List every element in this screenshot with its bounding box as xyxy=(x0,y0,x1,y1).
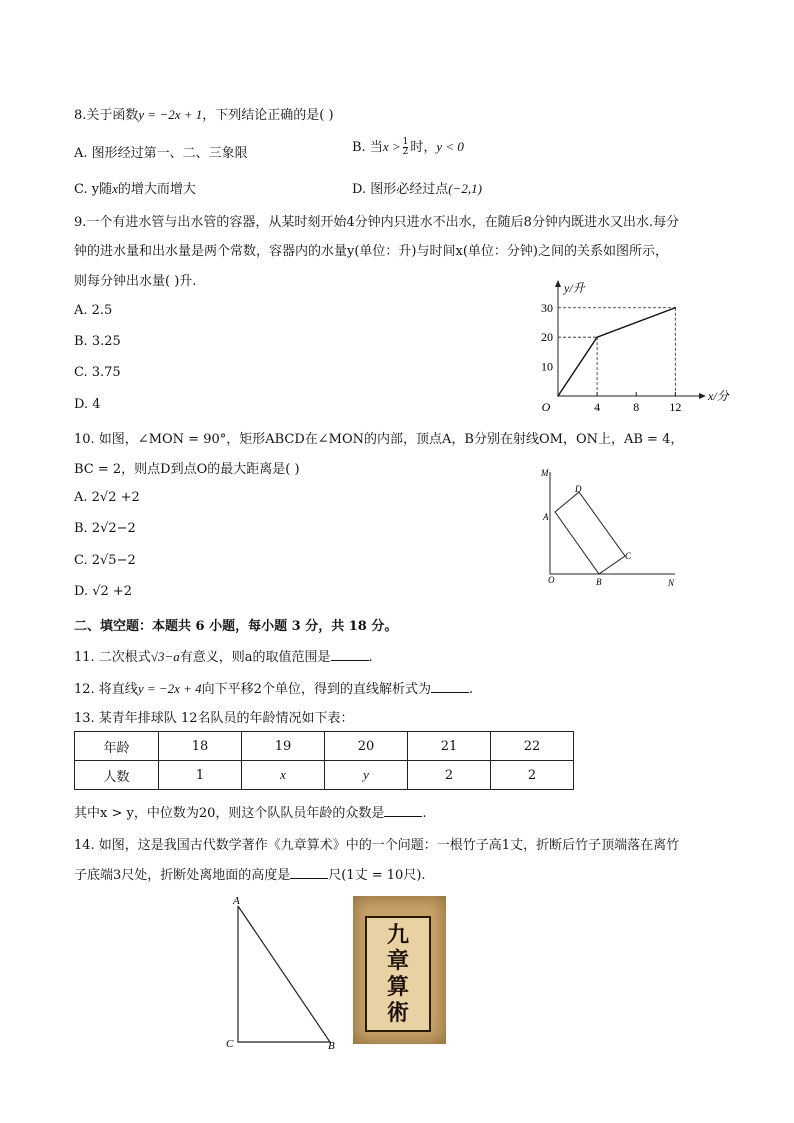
data-point xyxy=(596,336,598,338)
q11-post: 有意义，则a的取值范围是 xyxy=(179,650,331,665)
y-axis-arrow xyxy=(555,280,561,287)
q12-end: . xyxy=(468,682,474,697)
q11-end: . xyxy=(368,650,373,665)
q8-d-pre: D. 图形必经过点 xyxy=(352,182,449,197)
q12 xyxy=(74,678,473,697)
q9-option-d: D. 4 xyxy=(74,397,101,412)
y-tick-label: 10 xyxy=(541,359,553,374)
label-b: B xyxy=(596,577,602,587)
q9-line-1: 9.一个有进水管与出水管的容器，从某时刻开始4分钟内只进水不出水，在随后8分钟内既进水又出水.每分 xyxy=(74,215,680,230)
q8-d-point: (−2,1) xyxy=(448,181,482,196)
book-title-frame xyxy=(365,916,431,1032)
q14-triangle-figure xyxy=(222,892,352,1054)
x-axis-label: x/分 xyxy=(708,389,729,403)
q12-expression: y = −2x + 4 xyxy=(137,681,202,696)
q8-b-x: x > xyxy=(382,139,401,154)
q8-c-x: x xyxy=(112,181,118,196)
q9-chart xyxy=(520,278,729,416)
q13-answer-blank[interactable] xyxy=(384,805,422,817)
q9-line-3: 则每分钟出水量( )升. xyxy=(74,274,197,289)
q14-line-2-post: 尺(1丈 = 10尺). xyxy=(328,868,426,883)
q12-answer-blank[interactable] xyxy=(431,681,469,693)
y-tick-label: 30 xyxy=(541,300,553,315)
q8-option-a: A. 图形经过第一、二、三象限 xyxy=(74,146,248,161)
q10-option-c: C. 2√5−2 xyxy=(74,553,136,568)
q11-pre: 11. 二次根式 xyxy=(74,650,151,665)
q8-option-b xyxy=(352,136,464,157)
table-cell: 18 xyxy=(159,732,242,761)
q9-option-c: C. 3.75 xyxy=(74,365,121,380)
label-d: D xyxy=(575,484,582,494)
q14-answer-blank[interactable] xyxy=(290,867,328,879)
q10-option-b: B. 2√2−2 xyxy=(74,521,136,536)
q11-answer-blank[interactable] xyxy=(331,649,369,661)
table-cell: 19 xyxy=(242,732,325,761)
q10-option-a: A. 2√2 +2 xyxy=(74,490,140,505)
q8-function: y = −2x + 1 xyxy=(138,107,203,122)
q8-stem xyxy=(74,104,334,123)
y-axis-label: y/升 xyxy=(564,281,585,295)
table-cell: y xyxy=(325,761,408,790)
label-b: B xyxy=(328,1040,335,1052)
table-cell: 2 xyxy=(408,761,491,790)
table-cell: 1 xyxy=(159,761,242,790)
table-cell: 人数 xyxy=(75,761,159,790)
jiuzhang-suanshu-book-image xyxy=(353,896,446,1044)
q8-stem-tail: ，下列结论正确的是( ) xyxy=(202,108,334,123)
q8-stem-text: 8.关于函数 xyxy=(74,108,139,123)
table-cell: 21 xyxy=(408,732,491,761)
q10-option-d: D. √2 +2 xyxy=(74,584,133,599)
section-2-heading: 二、填空题：本题共 6 小题，每小题 3 分，共 18 分。 xyxy=(74,619,398,634)
rectangle-abcd xyxy=(555,492,625,574)
q8-c-pre: C. y随 xyxy=(74,182,113,197)
x-tick-label: 8 xyxy=(633,400,640,414)
data-point xyxy=(675,307,677,309)
table-cell: 22 xyxy=(491,732,574,761)
label-a: A xyxy=(233,895,240,907)
table-cell: x xyxy=(242,761,325,790)
label-a: A xyxy=(543,512,549,522)
q9-option-a: A. 2.5 xyxy=(74,303,113,318)
q11 xyxy=(74,646,373,665)
q9-line-2: 钟的进水量和出水量是两个常数，容器内的水量y(单位：升)与时间x(单位：分钟)之间的关系如图所示， xyxy=(74,244,668,259)
q8-b-pre: B. 当 xyxy=(352,140,383,155)
q8-b-denominator: 2 xyxy=(402,147,409,157)
label-m: M xyxy=(541,468,549,478)
table-cell: 年龄 xyxy=(75,732,159,761)
book-title: 九 章 算 術 xyxy=(386,922,409,1026)
label-c: C xyxy=(226,1038,234,1050)
series-line xyxy=(558,308,675,396)
table-cell: 20 xyxy=(325,732,408,761)
triangle-abc xyxy=(238,906,330,1042)
origin-label: O xyxy=(541,400,551,414)
q8-b-fraction xyxy=(403,138,409,157)
q8-b-post: 时， xyxy=(410,140,437,155)
q8-b-numerator: 1 xyxy=(402,137,409,147)
q13-tail-text: 其中x > y，中位数为20，则这个队队员年龄的众数是 xyxy=(74,806,385,821)
q12-pre: 12. 将直线 xyxy=(74,682,138,697)
q13-stem: 13. 某青年排球队 12名队员的年龄情况如下表： xyxy=(74,711,354,726)
x-tick-label: 4 xyxy=(594,400,601,414)
q12-post: 向下平移2个单位，得到的直线解析式为 xyxy=(201,682,431,697)
q13-end: . xyxy=(422,806,427,821)
q14-line-2-pre: 子底端3尺处，折断处离地面的高度是 xyxy=(74,868,291,883)
q11-radical: √3−a xyxy=(150,649,180,664)
x-tick-label: 12 xyxy=(669,400,682,414)
q14-line-1: 14. 如图，这是我国古代数学著作《九章算术》中的一个问题：一根竹子高1丈，折断后竹子顶端落在离竹 xyxy=(74,838,680,853)
q8-c-post: 的增大而增大 xyxy=(117,182,196,197)
x-axis-arrow xyxy=(699,393,706,399)
table-row xyxy=(75,761,574,790)
q10-figure xyxy=(535,462,685,592)
table-row xyxy=(75,732,574,761)
y-tick-label: 20 xyxy=(541,330,553,345)
q14-line-2 xyxy=(74,864,426,883)
label-c: C xyxy=(625,551,632,561)
label-n: N xyxy=(668,578,675,588)
q8-b-condition: y < 0 xyxy=(436,139,464,154)
age-table xyxy=(74,731,574,790)
q10-line-1: 10. 如图，∠MON = 90°，矩形ABCD在∠MON的内部，顶点A，B分别在射线OM，ON上，AB = 4， xyxy=(74,432,684,447)
q13-tail xyxy=(74,802,427,821)
q8-option-c xyxy=(74,178,196,197)
label-o: O xyxy=(548,575,555,585)
q8-option-d xyxy=(352,178,482,197)
data-point xyxy=(557,395,559,397)
q10-line-2: BC = 2，则点D到点O的最大距离是( ) xyxy=(74,462,300,477)
table-cell: 2 xyxy=(491,761,574,790)
q9-option-b: B. 3.25 xyxy=(74,334,121,349)
